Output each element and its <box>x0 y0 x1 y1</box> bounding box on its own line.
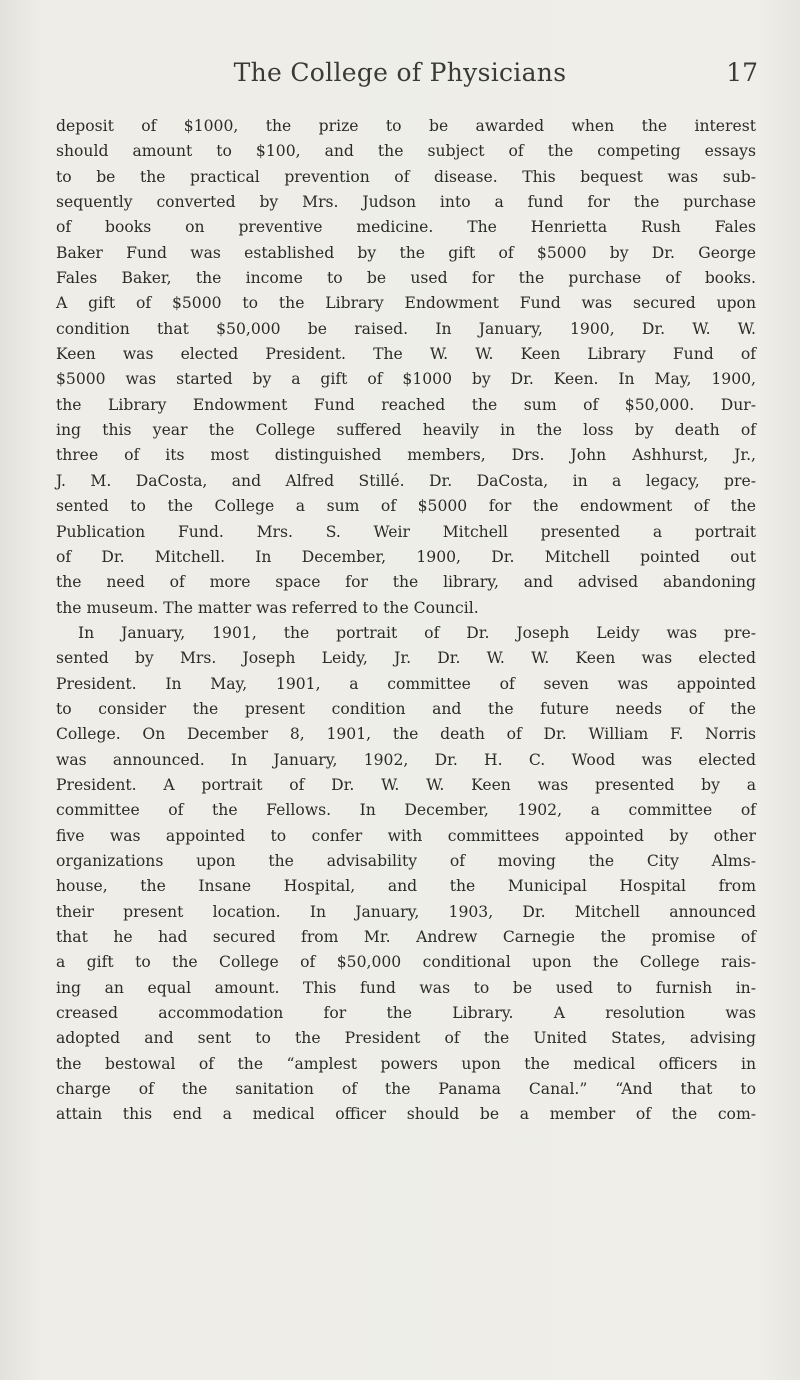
text-line: adopted and sent to the President of the United States, advising <box>56 1029 756 1048</box>
text-line: organizations upon the advisability of moving the City Alms- <box>56 851 756 870</box>
text-line: the Library Endowment Fund reached the sum of $50,000. Dur- <box>56 395 756 414</box>
text-line: College. On December 8, 1901, the death of Dr. William F. Norris <box>56 725 756 744</box>
text-line: charge of the sanitation of the Panama Canal.” “And that to <box>56 1080 756 1099</box>
text-line: a gift to the College of $50,000 conditional upon the College rais- <box>56 953 756 972</box>
text-line: to consider the present condition and the future needs of the <box>56 699 756 718</box>
text-line: of books on preventive medicine. The Henrietta Rush Fales <box>56 218 756 237</box>
text-line: deposit of $1000, the prize to be awarded when the interest <box>56 117 756 135</box>
text-line: Publication Fund. Mrs. S. Weir Mitchell presented a portrait <box>56 522 756 541</box>
text-line: their present location. In January, 1903, Dr. Mitchell announced <box>56 902 756 921</box>
text-line: was announced. In January, 1902, Dr. H. C. Wood was elected <box>56 750 756 769</box>
page-number: 17 <box>726 58 758 87</box>
text-line: should amount to $100, and the subject of the competing essays <box>56 142 756 161</box>
paragraph-1 <box>56 114 756 621</box>
text-line: $5000 was started by a gift of $1000 by Dr. Keen. In May, 1900, <box>56 370 756 389</box>
text-line: house, the Insane Hospital, and the Municipal Hospital from <box>56 877 756 896</box>
text-line: J. M. DaCosta, and Alfred Stillé. Dr. DaCosta, in a legacy, pre- <box>56 471 756 490</box>
text-line: sented by Mrs. Joseph Leidy, Jr. Dr. W. W. Keen was elected <box>56 649 756 668</box>
running-head <box>0 58 800 98</box>
text-line: ing this year the College suffered heavily in the loss by death of <box>56 421 756 440</box>
text-line: sented to the College a sum of $5000 for the endowment of the <box>56 497 756 516</box>
text-line: Baker Fund was established by the gift of $5000 by Dr. George <box>56 243 756 262</box>
text-line: condition that $50,000 be raised. In January, 1900, Dr. W. W. <box>56 319 756 338</box>
text-line: the need of more space for the library, and advised abandoning <box>56 573 756 592</box>
text-line: five was appointed to confer with committees appointed by other <box>56 826 756 845</box>
text-line: the museum. The matter was referred to the Council. <box>56 598 479 617</box>
text-line: committee of the Fellows. In December, 1902, a committee of <box>56 801 756 820</box>
text-line: President. A portrait of Dr. W. W. Keen was presented by a <box>56 775 756 794</box>
text-line: creased accommodation for the Library. A resolution was <box>56 1004 756 1023</box>
text-line: ing an equal amount. This fund was to be used to furnish in- <box>56 978 756 997</box>
text-line: to be the practical prevention of disease. This bequest was sub- <box>56 167 756 186</box>
text-line: attain this end a medical officer should be a member of the com- <box>56 1105 756 1124</box>
body-text <box>56 114 756 1128</box>
text-line: President. In May, 1901, a committee of seven was appointed <box>56 674 756 693</box>
text-line: A gift of $5000 to the Library Endowment Fund was secured upon <box>56 294 756 313</box>
text-line: of Dr. Mitchell. In December, 1900, Dr. Mitchell pointed out <box>56 547 756 566</box>
text-line: three of its most distinguished members, Drs. John Ashhurst, Jr., <box>56 446 756 465</box>
running-head-title: The College of Physicians <box>233 58 567 87</box>
text-line: sequently converted by Mrs. Judson into a fund for the purchase <box>56 193 756 212</box>
text-line: Keen was elected President. The W. W. Keen Library Fund of <box>56 345 756 364</box>
text-line: Fales Baker, the income to be used for the purchase of books. <box>56 269 756 288</box>
text-line: In January, 1901, the portrait of Dr. Joseph Leidy was pre- <box>78 623 756 642</box>
text-line: that he had secured from Mr. Andrew Carnegie the promise of <box>56 928 756 946</box>
text-line: the bestowal of the “amplest powers upon the medical officers in <box>56 1054 756 1073</box>
paragraph-2 <box>56 621 756 1128</box>
